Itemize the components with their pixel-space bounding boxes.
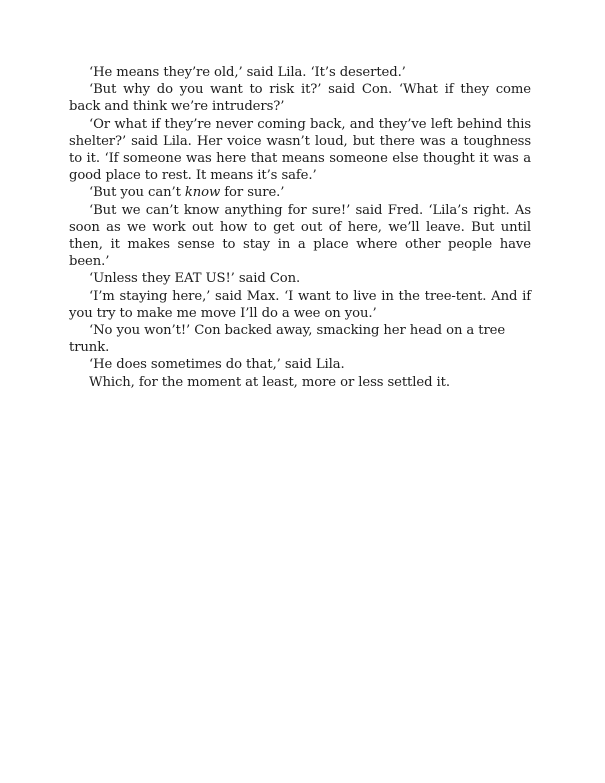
- paragraph-7: [69, 288, 531, 322]
- paragraph-6: [69, 270, 531, 287]
- paragraph-2: [69, 81, 531, 115]
- paragraph-text: for sure.’: [220, 185, 285, 201]
- book-page: [69, 64, 531, 391]
- paragraph-text: ‘No you won’t!’ Con backed away, smacking her head on a tree trunk.: [69, 323, 506, 356]
- paragraph-4: [69, 184, 531, 201]
- paragraph-9: [69, 356, 531, 373]
- paragraph-text: Which, for the moment at least, more or less settled it.: [89, 374, 450, 390]
- paragraph-text: ‘But why do you want to risk it?’ said Con. ‘What if they come back and think we’re intruders?’: [69, 82, 531, 115]
- paragraph-text: ‘But you can’t: [89, 185, 185, 201]
- emphasized-word: know: [184, 185, 221, 201]
- paragraph-5: [69, 202, 531, 271]
- paragraph-text: ‘He does sometimes do that,’ said Lila.: [89, 357, 345, 373]
- paragraph-8: [69, 322, 531, 356]
- paragraph-3: [69, 116, 531, 185]
- paragraph-text: ‘But we can’t know anything for sure!’ said Fred. ‘Lila’s right. As soon as we work out how to get out of here, we’ll leave. But until then, it makes sense to stay in a place where other people have been.’: [69, 202, 531, 270]
- paragraph-text: ‘Unless they EAT US!’ said Con.: [89, 271, 301, 287]
- paragraph-text: ‘I’m staying here,’ said Max. ‘I want to live in the tree-tent. And if you try to make me move I’ll do a wee on you.’: [69, 288, 531, 321]
- paragraph-text: ‘Or what if they’re never coming back, and they’ve left behind this shelter?’ said Lila. Her voice wasn’t loud, but there was a toughness to it. ‘If someone was here that means someone else thought it was a good place to rest. It means it’s safe.’: [69, 116, 531, 184]
- paragraph-text: ‘He means they’re old,’ said Lila. ‘It’s deserted.’: [89, 65, 406, 80]
- paragraph-10: [69, 374, 531, 391]
- paragraph-1: [69, 64, 531, 81]
